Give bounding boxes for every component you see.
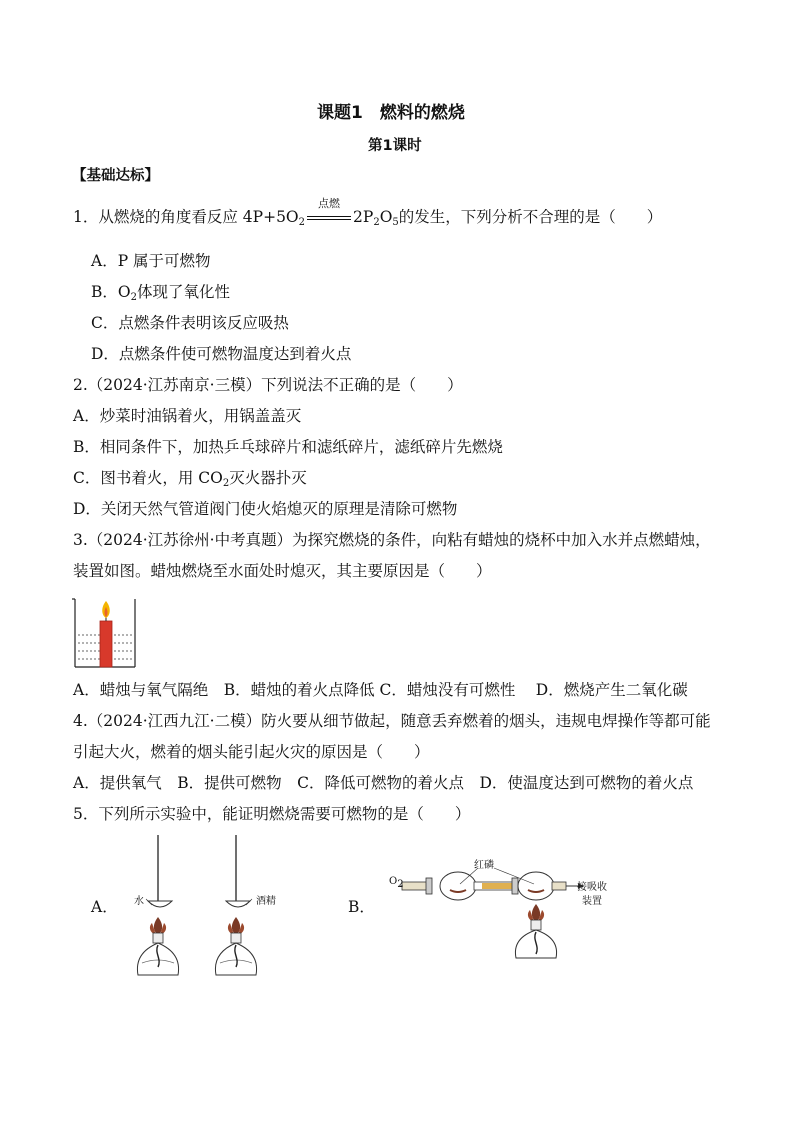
label-oxygen: $O_2$ xyxy=(389,876,404,890)
q1-option-b: B．$O_2$体现了氧化性 xyxy=(91,283,230,303)
beaker-candle-figure xyxy=(74,593,136,669)
question-3-stem-line2: 装置如图。蜡烛燃烧至水面处时熄灭，其主要原因是（ ） xyxy=(73,562,492,580)
q3-options: A．蜡烛与氧气隔绝 B．蜡烛的着火点降低 C．蜡烛没有可燃性 D．燃烧产生二氧化碳 xyxy=(73,681,688,699)
q2-option-c: C．图书着火，用 $CO_2$灭火器扑灭 xyxy=(73,469,307,489)
question-4-stem-line2: 引起大火，燃着的烟头能引起火灾的原因是（ ） xyxy=(73,743,430,761)
section-heading: 【基础达标】 xyxy=(72,168,159,184)
question-3-stem-line1: 3.（2024·江苏徐州·中考真题）为探究燃烧的条件，向粘有蜡烛的烧杯中加入水并点燃蜡烛， xyxy=(73,531,711,549)
q5-option-a-label: A． xyxy=(91,898,118,916)
question-2-stem: 2.（2024·江苏南京·三模）下列说法不正确的是（ ） xyxy=(73,376,463,394)
q1-option-c: C．点燃条件表明该反应吸热 xyxy=(91,314,289,332)
label-absorb-line2: 装置 xyxy=(582,896,602,907)
question-1-stem: 1．从燃烧的角度看反应 $4P+5O_2$ 点燃 $2P_2O_5$的发生，下列分析不合理的是（ ） xyxy=(73,197,663,228)
page-subtitle: 第1课时 xyxy=(368,138,422,154)
q1-option-a: A．P 属于可燃物 xyxy=(91,252,211,270)
q4-options: A．提供氧气 B．提供可燃物 C．降低可燃物的着火点 D．使温度达到可燃物的着火点 xyxy=(73,774,694,792)
q2-option-d: D．关闭天然气管道阀门使火焰熄灭的原理是清除可燃物 xyxy=(73,500,458,518)
figure-b-apparatus xyxy=(386,860,586,960)
q2-option-a: A．炒菜时油锅着火，用锅盖盖灭 xyxy=(73,407,302,425)
label-absorb-line1: 接吸收 xyxy=(577,882,607,893)
label-red-phosphorus: 红磷 xyxy=(474,860,494,871)
q2-option-b: B．相同条件下，加热乒乓球碎片和滤纸碎片，滤纸碎片先燃烧 xyxy=(73,438,503,456)
q5-option-b-label: B． xyxy=(348,898,375,916)
reaction-condition: 点燃 xyxy=(305,208,353,226)
page-title: 课题1 燃料的燃烧 xyxy=(317,103,465,123)
q1-option-d: D．点燃条件使可燃物温度达到着火点 xyxy=(91,345,352,363)
question-5-stem: 5．下列所示实验中，能证明燃烧需要可燃物的是（ ） xyxy=(73,805,471,823)
label-water: 水 xyxy=(134,896,144,907)
label-alcohol: 酒精 xyxy=(256,896,276,907)
question-4-stem-line1: 4.（2024·江西九江·二模）防火要从细节做起，随意丢弃燃着的烟头，违规电焊操作等都可能 xyxy=(73,712,711,730)
